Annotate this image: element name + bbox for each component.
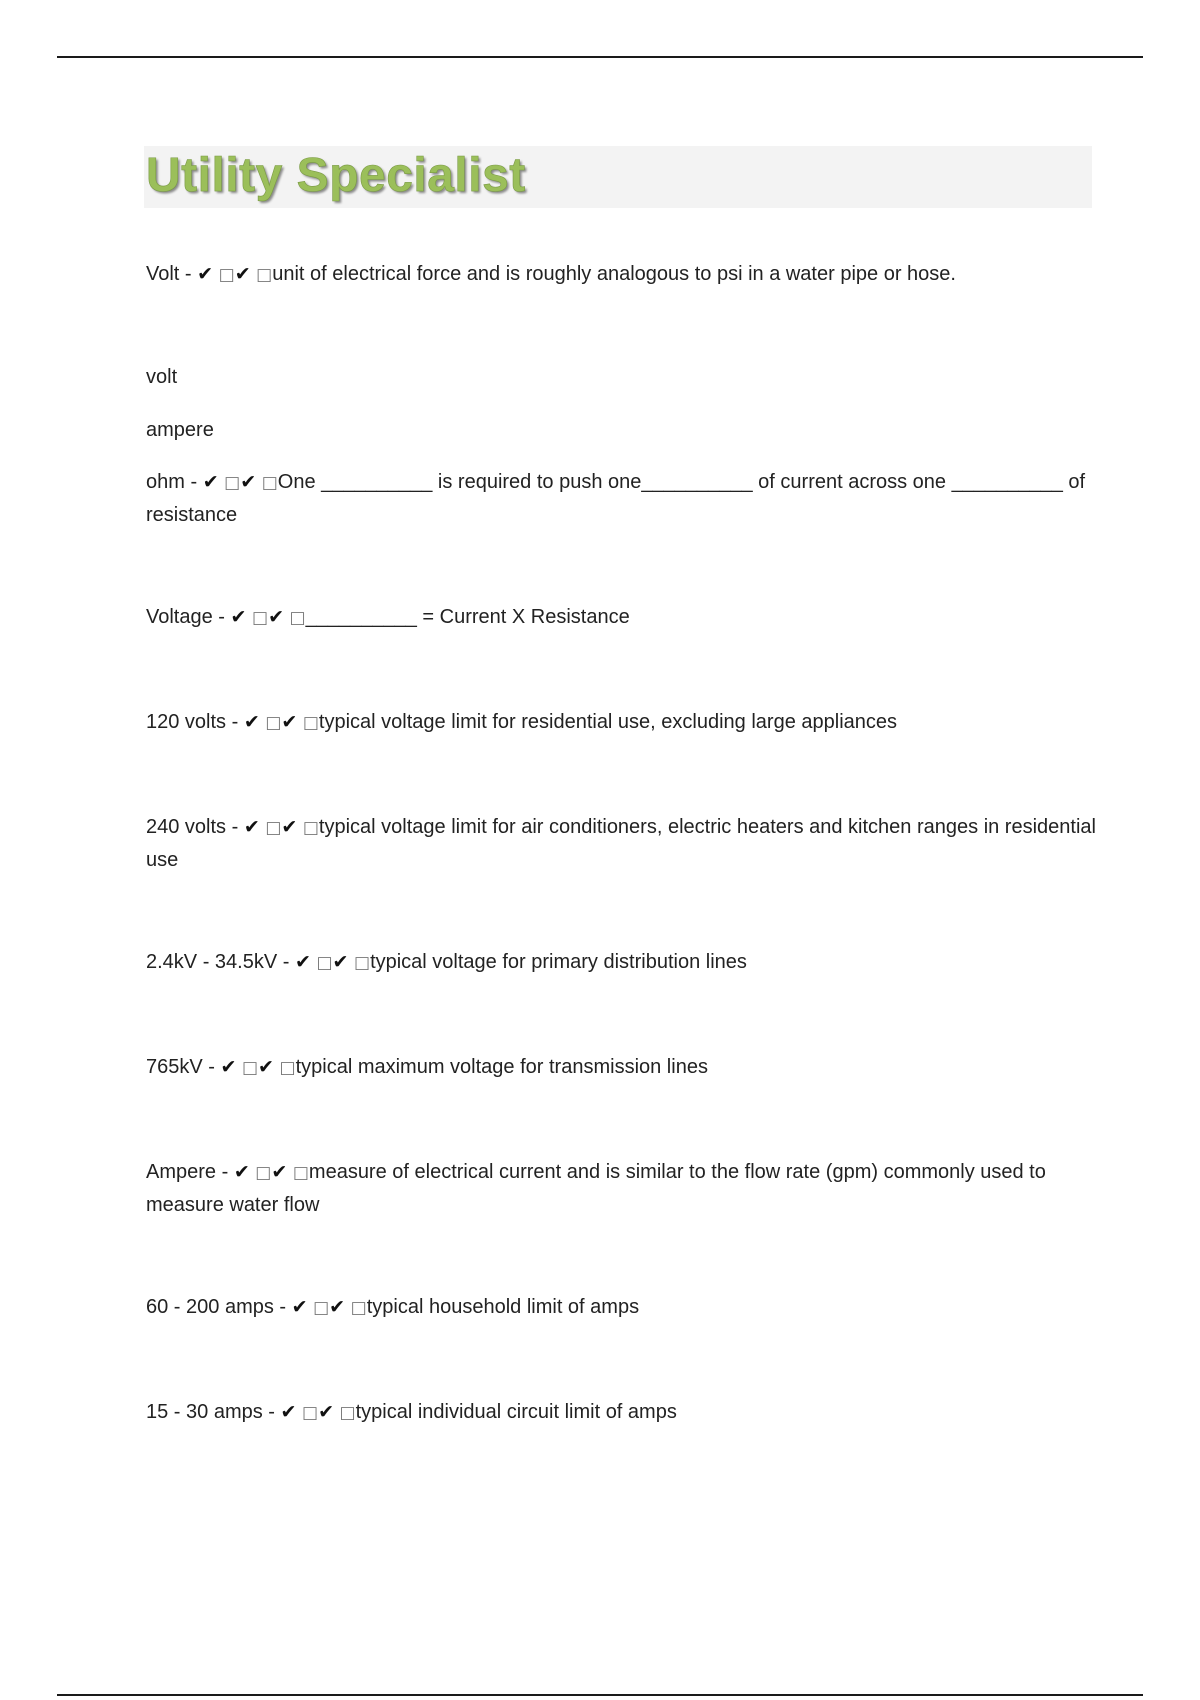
- box-icon: □: [313, 1298, 330, 1318]
- flashcard-entry: [146, 1396, 1096, 1429]
- entry-term: ohm -: [146, 471, 203, 493]
- box-icon: □: [302, 818, 319, 838]
- flashcard-entry: [146, 1156, 1096, 1221]
- entry-definition: One __________ is required to push one__________ of current across one __________ of resistance: [146, 471, 1086, 526]
- box-icon: □: [292, 1163, 309, 1183]
- check-icon: ✔: [243, 711, 260, 733]
- check-icon: ✔: [233, 1161, 250, 1183]
- box-icon: □: [218, 265, 235, 285]
- entry-text: volt: [146, 366, 178, 388]
- box-icon: □: [279, 1058, 296, 1078]
- check-icon: ✔: [268, 606, 284, 628]
- entry-definition: typical maximum voltage for transmission lines: [295, 1056, 708, 1078]
- box-icon: □: [256, 265, 273, 285]
- box-icon: □: [302, 1403, 319, 1423]
- check-icon: ✔: [240, 471, 257, 493]
- box-icon: □: [354, 953, 371, 973]
- header-rule: [57, 56, 1143, 58]
- box-icon: □: [302, 713, 319, 733]
- flashcard-entry: [146, 706, 1096, 739]
- check-icon: ✔: [281, 816, 298, 838]
- box-icon: □: [224, 473, 241, 493]
- entry-term: Ampere -: [146, 1161, 234, 1183]
- entry-definition: typical voltage limit for air conditioners, electric heaters and kitchen ranges in residential use: [146, 816, 1096, 871]
- entry-term: Volt -: [146, 263, 198, 285]
- box-icon: □: [316, 953, 333, 973]
- check-icon: ✔: [258, 1056, 274, 1078]
- check-icon: ✔: [271, 1161, 288, 1183]
- box-icon: □: [339, 1403, 356, 1423]
- box-icon: □: [265, 818, 282, 838]
- footer-rule: [57, 1694, 1143, 1696]
- check-icon: ✔: [230, 606, 247, 628]
- check-icon: ✔: [202, 471, 219, 493]
- entry-term: 60 - 200 amps -: [146, 1296, 292, 1318]
- box-icon: □: [255, 1163, 272, 1183]
- entry-definition: unit of electrical force and is roughly analogous to psi in a water pipe or hose.: [272, 263, 956, 285]
- entry-text: ampere: [146, 419, 214, 441]
- flashcard-entry: [146, 946, 1096, 979]
- document-title: Utility Specialist: [146, 149, 526, 202]
- check-icon: ✔: [197, 263, 214, 285]
- entry-definition: typical voltage for primary distribution lines: [370, 951, 747, 973]
- flashcard-term-only: [146, 361, 1096, 393]
- check-icon: ✔: [220, 1056, 237, 1078]
- check-icon: ✔: [318, 1401, 334, 1423]
- flashcard-entry: [146, 1291, 1096, 1324]
- box-icon: □: [289, 608, 306, 628]
- flashcard-entry: [146, 466, 1096, 531]
- check-icon: ✔: [281, 711, 298, 733]
- entry-term: 765kV -: [146, 1056, 221, 1078]
- entry-definition: __________ = Current X Resistance: [305, 606, 630, 628]
- entry-term: Voltage -: [146, 606, 231, 628]
- entry-definition: typical individual circuit limit of amps: [355, 1401, 677, 1423]
- box-icon: □: [241, 1058, 259, 1078]
- check-icon: ✔: [280, 1401, 297, 1423]
- flashcard-entry: [146, 811, 1096, 876]
- entry-definition: typical voltage limit for residential use, excluding large appliances: [318, 711, 898, 733]
- entry-definition: typical household limit of amps: [366, 1296, 640, 1318]
- entry-term: 120 volts -: [146, 711, 244, 733]
- entry-term: 240 volts -: [146, 816, 244, 838]
- check-icon: ✔: [332, 951, 349, 973]
- flashcard-entry: [146, 258, 1096, 291]
- check-icon: ✔: [234, 263, 251, 285]
- entry-term: 2.4kV - 34.5kV -: [146, 951, 295, 973]
- flashcard-entry: [146, 1051, 1096, 1084]
- flashcard-term-only: [146, 414, 1096, 446]
- box-icon: □: [350, 1298, 367, 1318]
- check-icon: ✔: [243, 816, 260, 838]
- check-icon: ✔: [291, 1296, 308, 1318]
- check-icon: ✔: [294, 951, 311, 973]
- entry-term: 15 - 30 amps -: [146, 1401, 281, 1423]
- box-icon: □: [252, 608, 269, 628]
- check-icon: ✔: [329, 1296, 346, 1318]
- box-icon: □: [261, 473, 278, 493]
- box-icon: □: [265, 713, 282, 733]
- entry-definition: measure of electrical current and is similar to the flow rate (gpm) commonly used to measure water flow: [146, 1161, 1046, 1216]
- flashcard-entry: [146, 601, 1096, 634]
